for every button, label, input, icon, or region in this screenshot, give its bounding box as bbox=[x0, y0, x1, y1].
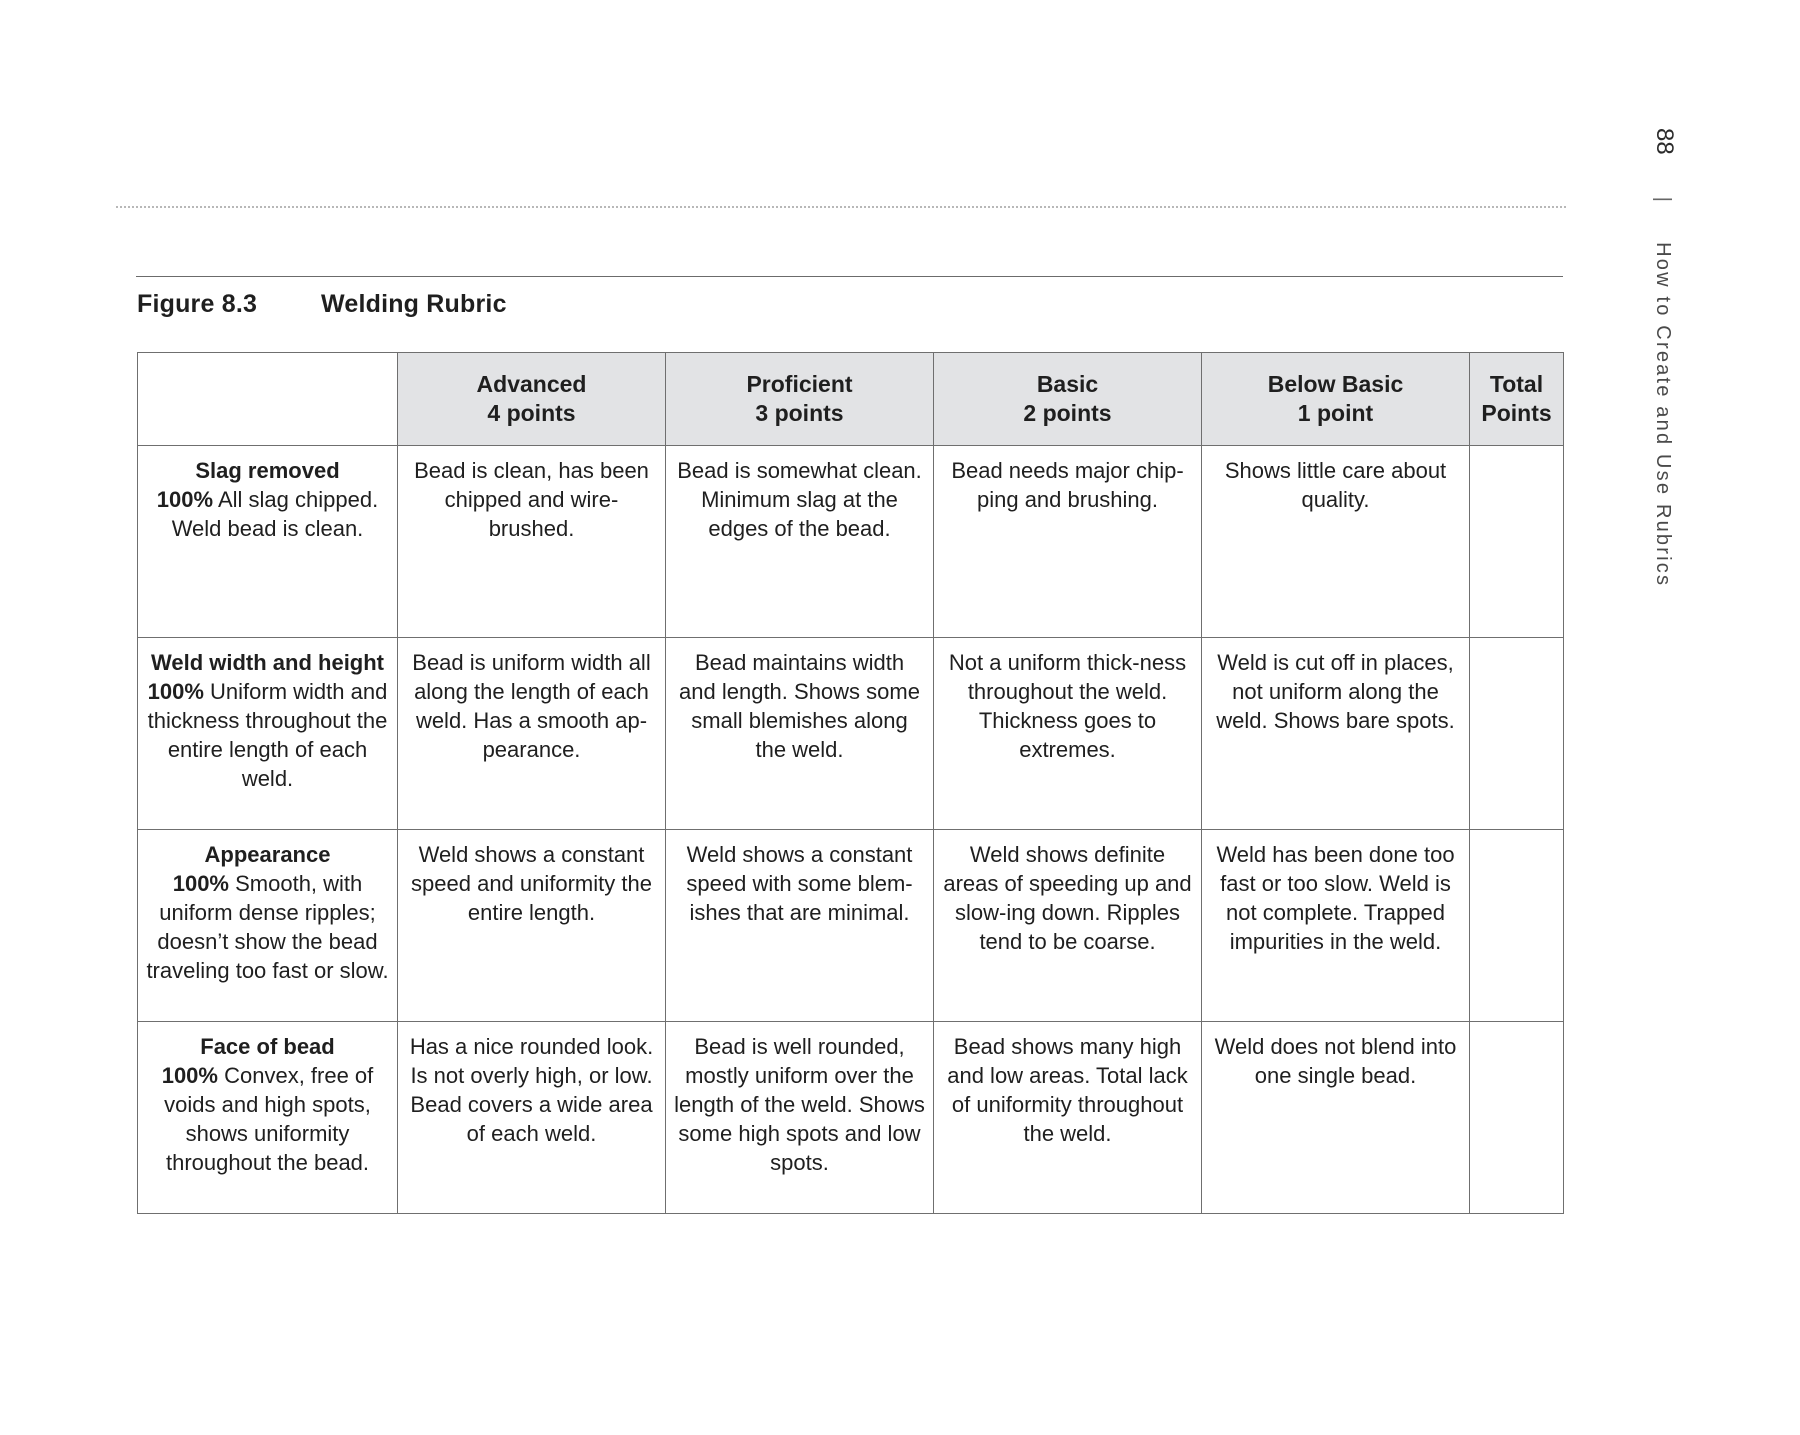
figure-title: Welding Rubric bbox=[321, 290, 507, 318]
rating-cell-below-basic: Weld has been done too fast or too slow. Weld is not complete. Trapped impurities in the weld. bbox=[1202, 830, 1470, 1022]
column-label: Advanced bbox=[476, 371, 587, 397]
figure-number: Figure 8.3 bbox=[137, 290, 258, 318]
header-divider: | bbox=[1652, 196, 1674, 205]
rating-cell-basic: Weld shows definite areas of speeding up and slow-ing down. Ripples tend to be coarse. bbox=[934, 830, 1202, 1022]
column-points: 4 points bbox=[487, 400, 576, 426]
table-row bbox=[138, 1022, 1564, 1214]
table-row bbox=[138, 638, 1564, 830]
rating-cell-below-basic: Shows little care about quality. bbox=[1202, 446, 1470, 638]
rating-cell-advanced: Bead is uniform width all along the length of each weld. Has a smooth ap-pearance. bbox=[398, 638, 666, 830]
rating-cell-proficient: Bead is somewhat clean. Minimum slag at the edges of the bead. bbox=[666, 446, 934, 638]
column-points: 3 points bbox=[755, 400, 844, 426]
criterion-percent: 100% bbox=[172, 871, 229, 896]
rating-cell-proficient: Weld shows a constant speed with some blem-ishes that are minimal. bbox=[666, 830, 934, 1022]
column-points: Points bbox=[1481, 400, 1552, 426]
total-points-cell bbox=[1470, 830, 1564, 1022]
criterion-percent: 100% bbox=[156, 487, 214, 512]
criterion-name: Weld width and height bbox=[150, 650, 385, 675]
column-label: Below Basic bbox=[1267, 371, 1404, 397]
table-row bbox=[138, 830, 1564, 1022]
figure-top-rule bbox=[136, 276, 1563, 277]
column-points: 1 point bbox=[1297, 400, 1374, 426]
rating-cell-basic: Not a uniform thick-ness throughout the weld. Thickness goes to extremes. bbox=[934, 638, 1202, 830]
criterion-description: Convex, free of voids and high spots, shows uniformity throughout the bead. bbox=[164, 1063, 374, 1175]
rating-cell-below-basic: Weld does not blend into one single bead. bbox=[1202, 1022, 1470, 1214]
criterion-description: Uniform width and thickness throughout the entire length of each weld. bbox=[147, 679, 388, 791]
criterion-name: Appearance bbox=[204, 842, 331, 867]
column-label: Total bbox=[1489, 371, 1544, 397]
rating-cell-below-basic: Weld is cut off in places, not uniform along the weld. Shows bare spots. bbox=[1202, 638, 1470, 830]
column-label: Proficient bbox=[746, 371, 853, 397]
figure-caption bbox=[137, 290, 507, 319]
total-points-cell bbox=[1470, 1022, 1564, 1214]
criterion-description: All slag chipped. Weld bead is clean. bbox=[171, 487, 379, 541]
rating-cell-advanced: Has a nice rounded look. Is not overly high, or low. Bead covers a wide area of each weld. bbox=[398, 1022, 666, 1214]
corner-cell bbox=[138, 353, 398, 446]
column-label: Basic bbox=[1036, 371, 1099, 397]
column-header-basic bbox=[934, 353, 1202, 446]
criterion-cell bbox=[138, 830, 398, 1022]
criterion-name: Face of bead bbox=[200, 1034, 335, 1059]
column-header-below-basic bbox=[1202, 353, 1470, 446]
criterion-percent: 100% bbox=[161, 1063, 218, 1088]
total-points-cell bbox=[1470, 446, 1564, 638]
page-running-header bbox=[1650, 128, 1678, 587]
rating-cell-basic: Bead shows many high and low areas. Total lack of uniformity throughout the weld. bbox=[934, 1022, 1202, 1214]
column-points: 2 points bbox=[1023, 400, 1112, 426]
page-number: 88 bbox=[1651, 128, 1678, 155]
rating-cell-advanced: Bead is clean, has been chipped and wire-brushed. bbox=[398, 446, 666, 638]
table-row bbox=[138, 446, 1564, 638]
rating-cell-proficient: Bead is well rounded, mostly uniform over the length of the weld. Shows some high spots and low spots. bbox=[666, 1022, 934, 1214]
criterion-cell bbox=[138, 446, 398, 638]
rating-cell-proficient: Bead maintains width and length. Shows some small blemishes along the weld. bbox=[666, 638, 934, 830]
running-title: How to Create and Use Rubrics bbox=[1652, 242, 1674, 588]
column-header-proficient bbox=[666, 353, 934, 446]
criterion-name: Slag removed bbox=[195, 458, 340, 483]
welding-rubric-table bbox=[137, 352, 1564, 1214]
rating-cell-basic: Bead needs major chip-ping and brushing. bbox=[934, 446, 1202, 638]
total-points-cell bbox=[1470, 638, 1564, 830]
top-dotted-divider bbox=[116, 206, 1566, 208]
rating-cell-advanced: Weld shows a constant speed and uniformity the entire length. bbox=[398, 830, 666, 1022]
criterion-percent: 100% bbox=[147, 679, 204, 704]
column-header-advanced bbox=[398, 353, 666, 446]
criterion-cell bbox=[138, 1022, 398, 1214]
table-header-row bbox=[138, 353, 1564, 446]
column-header-total-points bbox=[1470, 353, 1564, 446]
criterion-description: Smooth, with uniform dense ripples; doesn’t show the bead traveling too fast or slow. bbox=[146, 871, 389, 983]
criterion-cell bbox=[138, 638, 398, 830]
